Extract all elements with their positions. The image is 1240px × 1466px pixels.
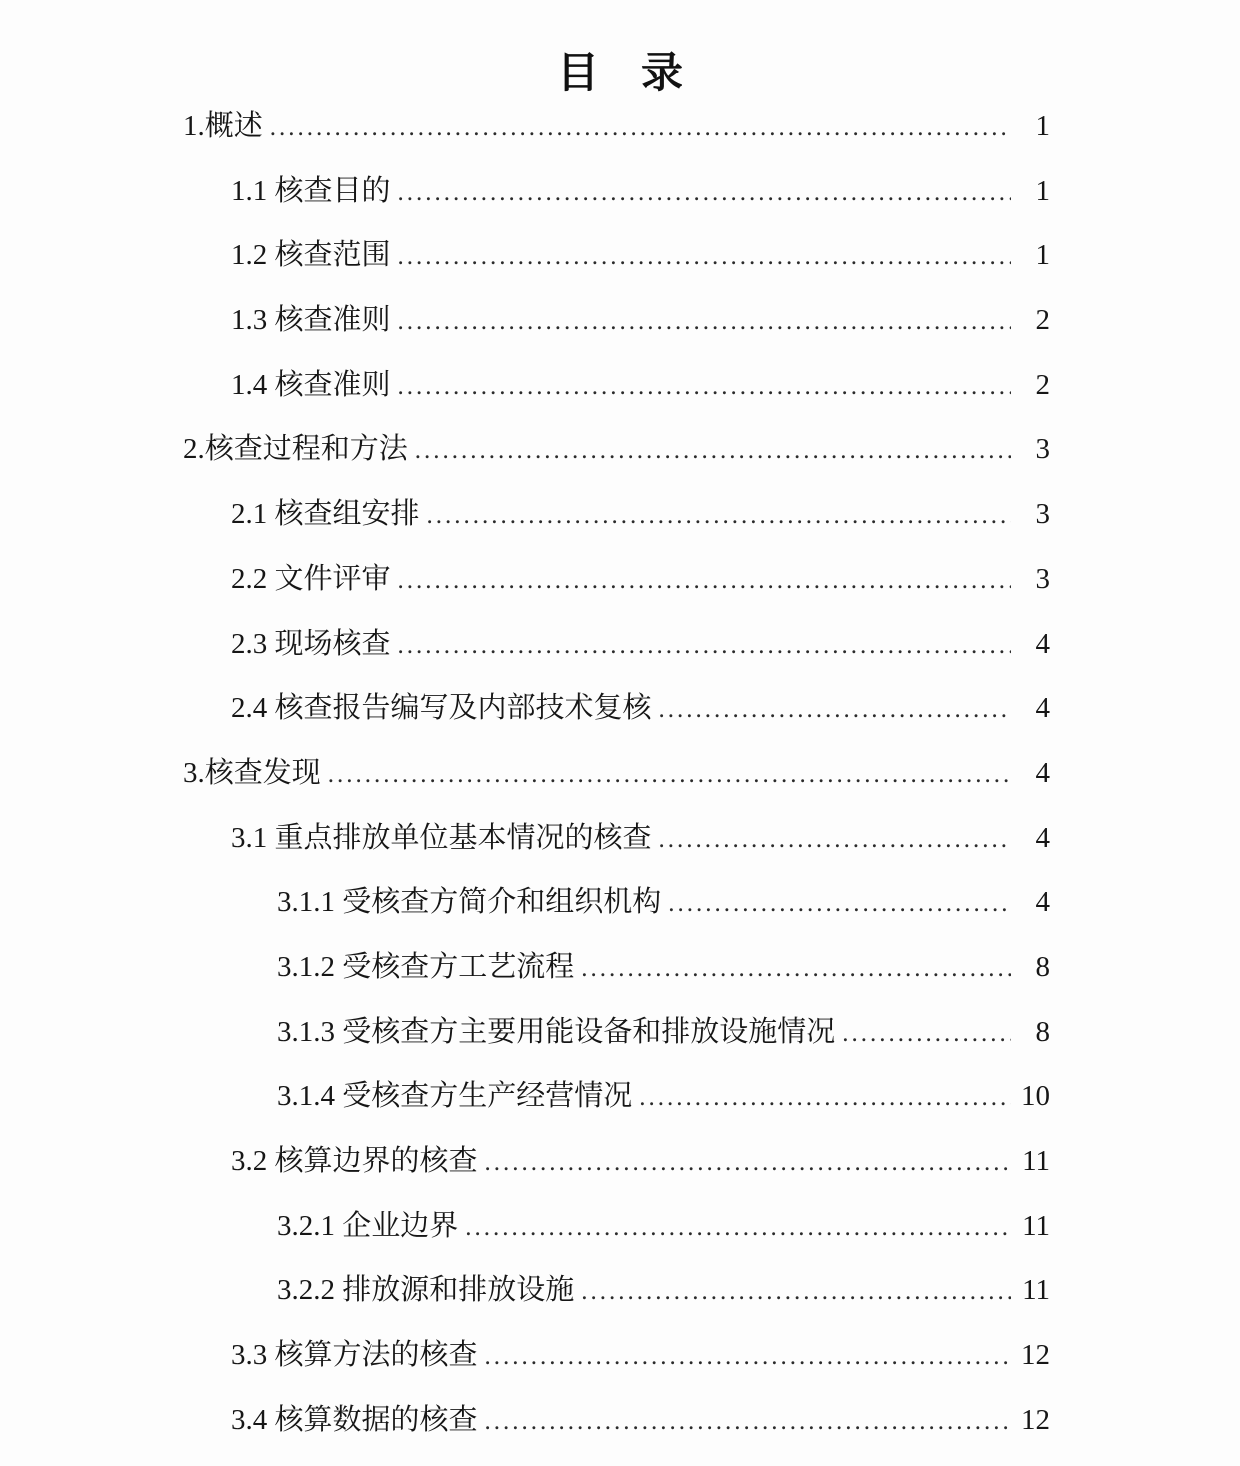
toc-entry xyxy=(0,1000,1240,1065)
toc-entry-label: 3.2.1 企业边界 xyxy=(277,1209,459,1242)
toc-entry-page: 3 xyxy=(1035,433,1050,466)
toc-entry xyxy=(0,288,1240,353)
toc-entry xyxy=(0,676,1240,741)
toc-entry-page: 3 xyxy=(1035,498,1050,531)
toc-entry-page: 3 xyxy=(1035,562,1050,595)
toc-entry-label: 3.2 核算边界的核查 xyxy=(231,1145,478,1177)
toc-entry-label: 3.2.2 排放源和排放设施 xyxy=(277,1274,575,1307)
toc-leader-dots xyxy=(398,290,1011,355)
toc-leader-dots xyxy=(398,355,1011,420)
toc-entry xyxy=(0,1194,1240,1259)
toc-entry-label: 1.3 核查准则 xyxy=(231,304,391,337)
toc-entry xyxy=(0,870,1240,935)
toc-leader-dots xyxy=(427,484,1011,549)
toc-leader-dots xyxy=(398,549,1011,614)
page-title: 目 录 xyxy=(556,51,683,97)
toc-entry-label: 3.1 重点排放单位基本情况的核查 xyxy=(231,821,652,854)
toc-entry xyxy=(0,223,1240,288)
toc-entry-label: 3.核查发现 xyxy=(183,756,321,789)
toc-leader-dots xyxy=(485,1325,1011,1390)
toc-entry xyxy=(0,1323,1240,1388)
toc-entry-page: 11 xyxy=(1022,1209,1050,1242)
toc-entry xyxy=(0,547,1240,612)
toc-entry-label: 3.3 核算方法的核查 xyxy=(231,1339,478,1372)
toc-entry-label: 1.4 核查准则 xyxy=(231,368,391,401)
toc-entry xyxy=(0,1129,1240,1194)
toc-entry-page: 10 xyxy=(1021,1080,1050,1113)
toc-leader-dots xyxy=(581,937,1011,1002)
toc-entry xyxy=(0,1388,1240,1453)
toc-entry-label: 2.核查过程和方法 xyxy=(183,433,408,466)
toc-leader-dots xyxy=(668,872,1011,937)
toc-entry-label: 2.3 现场核查 xyxy=(231,627,391,660)
toc-entry xyxy=(0,612,1240,677)
toc-entry-label: 2.2 文件评审 xyxy=(231,562,391,595)
toc-entry xyxy=(0,1258,1240,1323)
toc-leader-dots xyxy=(659,808,1011,873)
toc-entry-page: 4 xyxy=(1035,886,1050,919)
toc-leader-dots xyxy=(581,1260,1011,1325)
toc-entry-page: 11 xyxy=(1022,1274,1050,1307)
toc-entry-page: 1 xyxy=(1035,110,1050,142)
toc-entry xyxy=(0,935,1240,1000)
toc-leader-dots xyxy=(659,678,1011,743)
toc-leader-dots xyxy=(485,1390,1011,1455)
toc-entry-page: 4 xyxy=(1035,821,1050,854)
toc-entry-label: 3.1.1 受核查方简介和组织机构 xyxy=(277,886,662,919)
toc-entry-page: 2 xyxy=(1035,368,1050,401)
toc-entry xyxy=(0,741,1240,806)
toc-entry-label: 2.4 核查报告编写及内部技术复核 xyxy=(231,692,652,725)
toc-entry xyxy=(0,417,1240,482)
toc-leader-dots xyxy=(270,96,1011,161)
toc-entry-page: 1 xyxy=(1035,239,1050,272)
toc-leader-dots xyxy=(398,161,1011,226)
toc-entry-label: 3.1.4 受核查方生产经营情况 xyxy=(277,1080,633,1113)
toc-leader-dots xyxy=(328,743,1011,808)
toc-entry xyxy=(0,159,1240,224)
toc-entry-page: 12 xyxy=(1021,1339,1050,1372)
toc-entry-label: 1.2 核查范围 xyxy=(231,239,391,272)
toc-entry-page: 8 xyxy=(1035,1015,1050,1048)
toc-entry-page: 4 xyxy=(1035,756,1050,789)
toc-leader-dots xyxy=(639,1066,1011,1131)
toc-entry-label: 3.1.2 受核查方工艺流程 xyxy=(277,950,575,983)
toc-entry-page: 2 xyxy=(1035,304,1050,337)
toc-entry-page: 4 xyxy=(1035,627,1050,660)
toc-leader-dots xyxy=(465,1196,1011,1261)
toc-entry xyxy=(0,94,1240,159)
toc-entry-label: 3.1.3 受核查方主要用能设备和排放设施情况 xyxy=(277,1015,836,1048)
toc-entry xyxy=(0,482,1240,547)
toc-entry xyxy=(0,1064,1240,1129)
toc-entry-page: 8 xyxy=(1035,950,1050,983)
toc-entry-label: 2.1 核查组安排 xyxy=(231,498,420,531)
toc-entry-page: 12 xyxy=(1021,1403,1050,1436)
toc-leader-dots xyxy=(398,614,1011,679)
toc-leader-dots xyxy=(485,1131,1011,1196)
toc-entry xyxy=(0,353,1240,418)
toc-entry xyxy=(0,806,1240,871)
toc-leader-dots xyxy=(415,419,1011,484)
toc-leader-dots xyxy=(842,1002,1011,1067)
toc-leader-dots xyxy=(398,225,1011,290)
toc-entry-label: 1.概述 xyxy=(183,110,263,142)
toc-entry-label: 1.1 核查目的 xyxy=(231,174,391,207)
toc-entry-page: 1 xyxy=(1035,174,1050,207)
toc-entry-page: 11 xyxy=(1022,1145,1050,1177)
toc-entry-page: 4 xyxy=(1035,692,1050,725)
toc-list xyxy=(0,94,1240,1452)
toc-entry-label: 3.4 核算数据的核查 xyxy=(231,1403,478,1436)
